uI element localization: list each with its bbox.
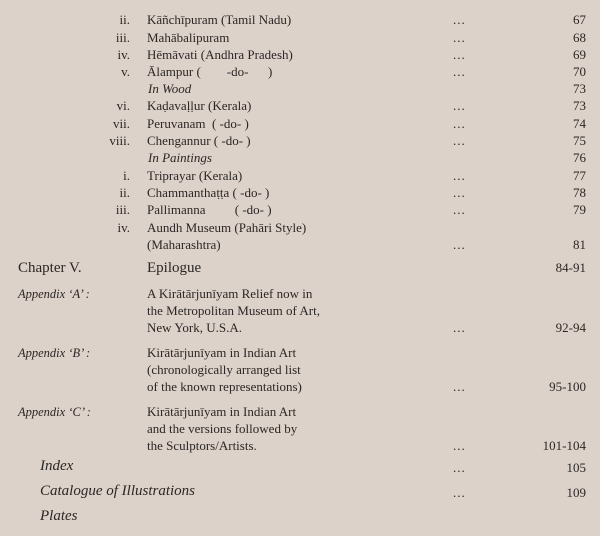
appendix-title-line: the Sculptors/Artists. — [147, 438, 257, 453]
entry-number: ii. — [119, 185, 130, 200]
entry-page: 73 — [573, 98, 586, 113]
leader-dots: ... — [453, 379, 466, 394]
entry-page: 73 — [573, 81, 586, 96]
entry-title: Ālampur ( -do- ) — [147, 64, 273, 79]
index-page: 105 — [566, 460, 586, 475]
entry-title: Chammanthaṭṭa ( -do- ) — [147, 185, 270, 200]
entry-title: Kāñchīpuram (Tamil Nadu) — [147, 12, 292, 27]
entry-page: 70 — [573, 64, 586, 79]
leader-dots: ... — [453, 133, 466, 148]
chapter-label: Chapter V. — [18, 260, 82, 276]
appendix-title-line: (chronologically arranged list — [147, 362, 301, 377]
entry-number: iii. — [115, 30, 130, 45]
entry-number: v. — [121, 64, 130, 79]
appendix-label: Appendix ‘B’ : — [18, 346, 91, 360]
entry-number: iv. — [117, 220, 130, 235]
leader-dots: ... — [453, 47, 466, 62]
leader-dots: ... — [453, 320, 466, 335]
leader-dots: ... — [453, 202, 466, 217]
entry-page: 76 — [573, 150, 586, 165]
entry-title: Hēmāvati (Andhra Pradesh) — [147, 47, 293, 62]
entry-title: Triprayar (Kerala) — [147, 168, 243, 183]
entry-title: Mahābalipuram — [147, 30, 230, 45]
appendix-title-line: and the versions followed by — [147, 421, 298, 436]
appendix-page: 92-94 — [555, 320, 586, 335]
entry-number: ii. — [119, 12, 130, 27]
index-title: Index — [40, 458, 74, 474]
entry-number: i. — [123, 168, 130, 183]
entry-title: Peruvanam ( -do- ) — [147, 116, 249, 131]
leader-dots: ... — [453, 438, 466, 453]
appendix-title-line: Kirātārjunīyam in Indian Art — [147, 404, 297, 419]
entry-title: Pallimanna ( -do- ) — [147, 202, 272, 217]
leader-dots: ... — [453, 485, 466, 500]
leader-dots: ... — [453, 185, 466, 200]
appendix-label: Appendix ‘A’ : — [18, 287, 90, 301]
leader-dots: ... — [453, 12, 466, 27]
chapter-page: 84-91 — [555, 260, 586, 275]
leader-dots: ... — [453, 98, 466, 113]
entry-page: 75 — [573, 133, 586, 148]
entry-title: Kaḍavaḷḷur (Kerala) — [147, 98, 252, 113]
entry-page: 69 — [573, 47, 586, 62]
entry-page: 68 — [573, 30, 586, 45]
appendix-page: 95-100 — [549, 379, 586, 394]
appendix-page: 101-104 — [542, 438, 586, 453]
entry-number: vii. — [113, 116, 130, 131]
entry-page: 79 — [573, 202, 586, 217]
entry-number: iv. — [117, 47, 130, 62]
entry-title: (Maharashtra) — [147, 237, 221, 252]
leader-dots: ... — [453, 64, 466, 79]
section-heading-wood: In Wood — [148, 81, 192, 96]
appendix-title-line: of the known representations) — [147, 379, 302, 394]
appendix-title-line: New York, U.S.A. — [147, 320, 242, 335]
leader-dots: ... — [453, 116, 466, 131]
chapter-title: Epilogue — [147, 260, 202, 276]
catalogue-title: Catalogue of Illustrations — [40, 483, 196, 499]
leader-dots: ... — [453, 168, 466, 183]
entry-page: 67 — [573, 12, 586, 27]
entry-number: vi. — [116, 98, 130, 113]
leader-dots: ... — [453, 237, 466, 252]
appendix-title-line: the Metropolitan Museum of Art, — [147, 303, 320, 318]
entry-number: viii. — [109, 133, 130, 148]
appendix-title-line: Kirātārjunīyam in Indian Art — [147, 345, 297, 360]
entry-page: 81 — [573, 237, 586, 252]
entry-number: iii. — [115, 202, 130, 217]
entry-title: Chengannur ( -do- ) — [147, 133, 251, 148]
entry-title: Aundh Museum (Pahāri Style) — [147, 220, 307, 235]
entry-page: 77 — [573, 168, 586, 183]
entry-page: 78 — [573, 185, 586, 200]
section-heading-paintings: In Paintings — [148, 150, 212, 165]
leader-dots: ... — [453, 460, 466, 475]
appendix-title-line: A Kirātārjunīyam Relief now in — [147, 286, 313, 301]
plates-title: Plates — [40, 508, 78, 524]
appendix-label: Appendix ‘C’ : — [18, 405, 91, 419]
entry-page: 74 — [573, 116, 586, 131]
catalogue-page: 109 — [566, 485, 586, 500]
leader-dots: ... — [453, 30, 466, 45]
